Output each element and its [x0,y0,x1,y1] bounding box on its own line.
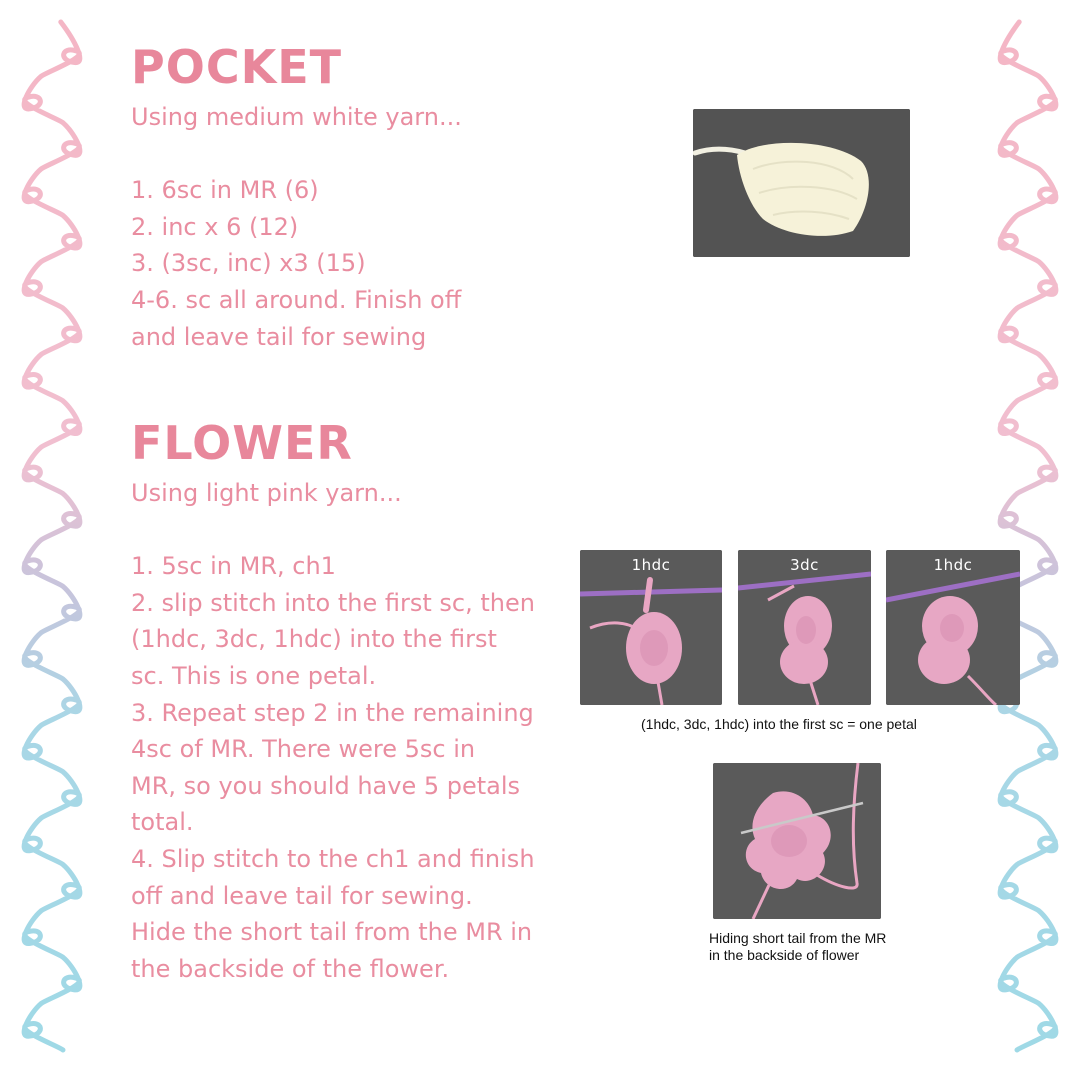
flower-step: off and leave tail for sewing. [131,881,473,910]
pocket-title: POCKET [131,40,343,94]
petal-photo-3dc [738,550,871,705]
flower-step: 4sc of MR. There were 5sc in [131,735,476,764]
pocket-photo [693,109,910,257]
hiding-tail-photo [713,763,881,919]
left-swirl-border [0,0,110,1080]
petal-photo-1hdc [580,550,722,705]
flower-step: the backside of the flower. [131,954,450,983]
hiding-caption [709,930,886,964]
flower-step: 4. Slip stitch to the ch1 and finish [131,844,535,873]
flower-step: 1. 5sc in MR, ch1 [131,552,336,581]
petal-tag: 1hdc [933,556,973,574]
flower-step: total. [131,808,194,837]
flower-step: Hide the short tail from the MR in [131,918,533,947]
flower-step: MR, so you should have 5 petals [131,771,521,800]
flower-intro: Using light pink yarn... [131,479,402,507]
pocket-intro: Using medium white yarn... [131,103,462,131]
pocket-step: 2. inc x 6 (12) [131,212,299,241]
flower-step: 3. Repeat step 2 in the remaining [131,698,534,727]
petal-caption: (1hdc, 3dc, 1hdc) into the first sc = one petal [641,716,917,732]
right-swirl-border [970,0,1080,1080]
flower-step: 2. slip stitch into the first sc, then [131,588,535,617]
flower-step: (1hdc, 3dc, 1hdc) into the first [131,625,497,654]
pocket-step: 4-6. sc all around. Finish off [131,285,462,314]
petal-tag: 3dc [790,556,819,574]
hiding-caption-line: in the backside of flower [709,947,860,963]
hiding-caption-line: Hiding short tail from the MR [709,930,887,946]
flower-title: FLOWER [131,416,353,470]
pocket-instructions [131,99,462,355]
petal-photo-1hdc-final [886,550,1020,705]
petal-tag: 1hdc [631,556,671,574]
pocket-step: 1. 6sc in MR (6) [131,176,319,205]
flower-instructions [131,475,535,987]
pocket-step: and leave tail for sewing [131,322,427,351]
pocket-step: 3. (3sc, inc) x3 (15) [131,249,366,278]
flower-step: sc. This is one petal. [131,661,377,690]
